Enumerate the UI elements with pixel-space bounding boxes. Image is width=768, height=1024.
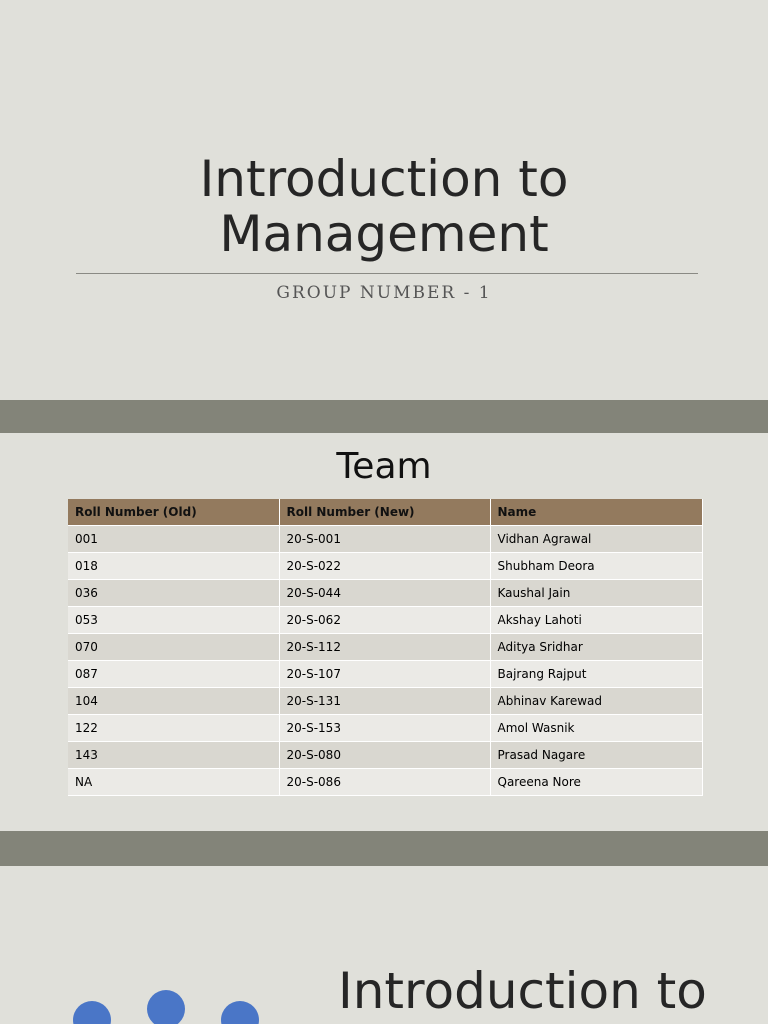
- slide-title: [0, 152, 768, 262]
- team-table: [68, 499, 703, 796]
- cell-roll-new: 20-S-112: [279, 634, 490, 661]
- cell-roll-old: 018: [68, 553, 279, 580]
- cell-name: Aditya Sridhar: [490, 634, 702, 661]
- cell-name: Vidhan Agrawal: [490, 526, 702, 553]
- cell-roll-new: 20-S-153: [279, 715, 490, 742]
- table-row: [68, 607, 702, 634]
- table-row: [68, 634, 702, 661]
- table-row: [68, 769, 702, 796]
- cell-roll-new: 20-S-062: [279, 607, 490, 634]
- decorative-dot: [147, 990, 185, 1024]
- cell-roll-old: 087: [68, 661, 279, 688]
- table-header-row: [68, 499, 702, 526]
- header-roll-new: Roll Number (New): [279, 499, 490, 526]
- cell-name: Akshay Lahoti: [490, 607, 702, 634]
- table-row: [68, 688, 702, 715]
- table-row: [68, 580, 702, 607]
- cell-name: Prasad Nagare: [490, 742, 702, 769]
- cell-roll-new: 20-S-080: [279, 742, 490, 769]
- cell-name: Kaushal Jain: [490, 580, 702, 607]
- cell-roll-new: 20-S-044: [279, 580, 490, 607]
- slide-title-line2: Management: [219, 205, 549, 263]
- table-row: [68, 526, 702, 553]
- cell-name: Bajrang Rajput: [490, 661, 702, 688]
- slide-subtitle: GROUP NUMBER - 1: [276, 283, 492, 303]
- cell-roll-old: 122: [68, 715, 279, 742]
- cell-name: Abhinav Karewad: [490, 688, 702, 715]
- team-slide: [0, 433, 768, 831]
- cell-name: Shubham Deora: [490, 553, 702, 580]
- next-slide: [0, 866, 768, 1024]
- cell-roll-new: 20-S-086: [279, 769, 490, 796]
- header-name: Name: [490, 499, 702, 526]
- slide-separator: [0, 831, 768, 866]
- slide-separator: [0, 400, 768, 433]
- cell-roll-old: 070: [68, 634, 279, 661]
- cell-roll-old: 053: [68, 607, 279, 634]
- table-row: [68, 715, 702, 742]
- cell-roll-old: 001: [68, 526, 279, 553]
- team-heading: Team: [336, 446, 432, 487]
- title-slide: [0, 0, 768, 400]
- cell-roll-old: 036: [68, 580, 279, 607]
- cell-roll-new: 20-S-131: [279, 688, 490, 715]
- cell-roll-new: 20-S-001: [279, 526, 490, 553]
- slide-title: Introduction to: [338, 962, 707, 1020]
- slide-title-line1: Introduction to: [199, 150, 569, 208]
- table-row: [68, 553, 702, 580]
- cell-roll-old: 104: [68, 688, 279, 715]
- cell-roll-old: NA: [68, 769, 279, 796]
- table-row: [68, 742, 702, 769]
- cell-name: Amol Wasnik: [490, 715, 702, 742]
- cell-name: Qareena Nore: [490, 769, 702, 796]
- decorative-dot: [73, 1001, 111, 1024]
- cell-roll-new: 20-S-022: [279, 553, 490, 580]
- table-row: [68, 661, 702, 688]
- cell-roll-old: 143: [68, 742, 279, 769]
- table-body: [68, 526, 702, 796]
- title-divider: [76, 273, 698, 274]
- header-roll-old: Roll Number (Old): [68, 499, 279, 526]
- decorative-dot: [221, 1001, 259, 1024]
- cell-roll-new: 20-S-107: [279, 661, 490, 688]
